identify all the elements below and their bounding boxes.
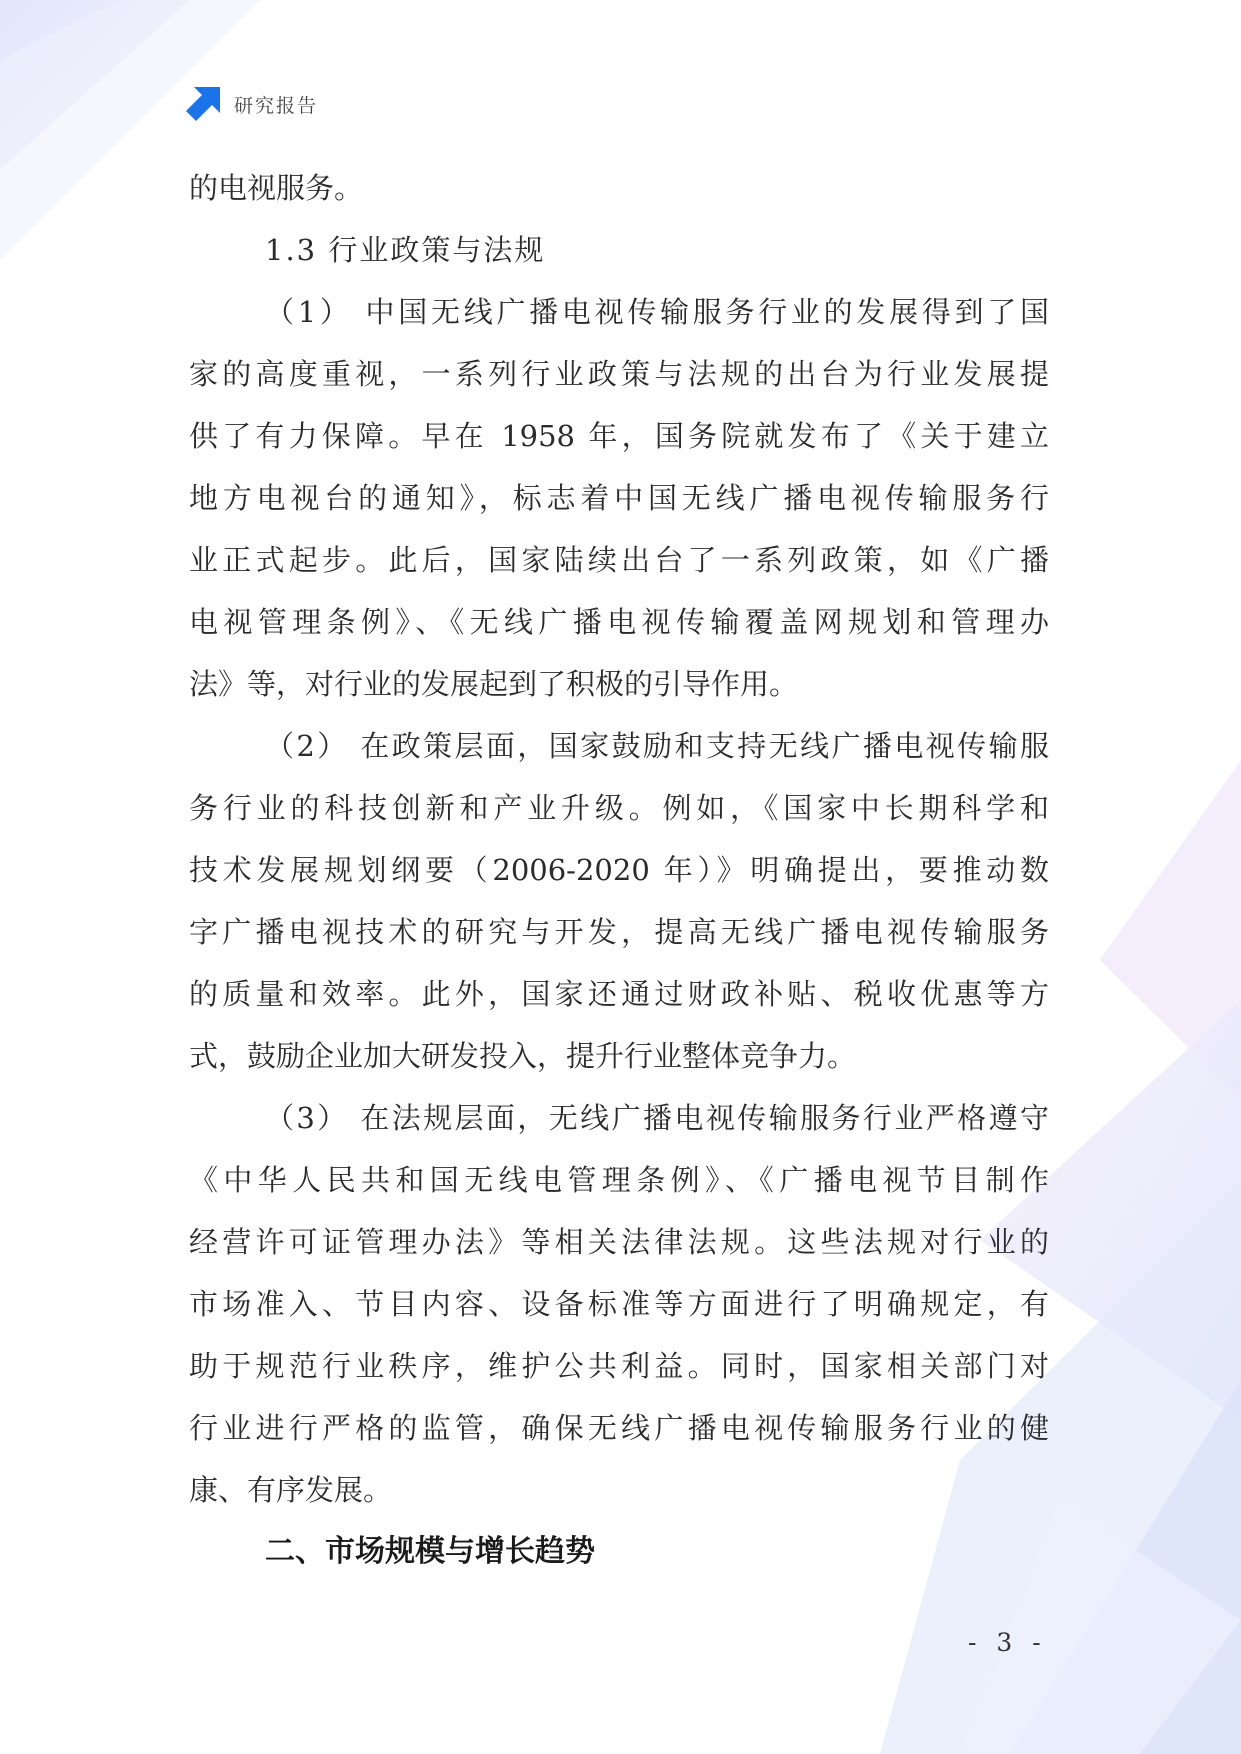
paragraph-2: [189, 715, 1049, 1087]
document-body: [189, 157, 1049, 1583]
header-title: 研究报告: [234, 94, 319, 117]
page-number: - 3 -: [968, 1628, 1047, 1657]
paragraph-line: 市场准入、节目内容、设备标准等方面进行了明确规定，有: [189, 1287, 1049, 1321]
paragraph-line: （3） 在法规层面，无线广播电视传输服务行业严格遵守: [265, 1101, 1049, 1135]
paragraph-line: 行业进行严格的监管，确保无线广播电视传输服务行业的健: [189, 1411, 1049, 1445]
paragraph-line: 的质量和效率。此外，国家还通过财政补贴、税收优惠等方: [189, 977, 1049, 1011]
paragraph-line: （1） 中国无线广播电视传输服务行业的发展得到了国: [265, 295, 1049, 329]
paragraph-line: 地方电视台的通知》，标志着中国无线广播电视传输服务行: [189, 481, 1049, 515]
report-header: [186, 86, 318, 122]
arrow-up-right-logo-icon: [186, 87, 220, 121]
paragraph-line: 式，鼓励企业加大研发投入，提升行业整体竞争力。: [189, 1039, 857, 1073]
paragraph-line: （2） 在政策层面，国家鼓励和支持无线广播电视传输服: [265, 729, 1049, 763]
paragraph-line: 技术发展规划纲要（2006-2020 年）》明确提出，要推动数: [189, 853, 1049, 887]
section-heading: 二、市场规模与增长趋势: [265, 1534, 595, 1569]
paragraph-line: 助于规范行业秩序，维护公共利益。同时，国家相关部门对: [189, 1349, 1049, 1383]
paragraph-1: [189, 281, 1049, 715]
paragraph-continuation: 的电视服务。: [189, 171, 364, 205]
paragraph-3: [189, 1087, 1049, 1521]
paragraph-line: 康、有序发展。: [189, 1473, 393, 1507]
paragraph-line: 业正式起步。此后，国家陆续出台了一系列政策，如《广播: [189, 543, 1049, 577]
paragraph-line: 家的高度重视，一系列行业政策与法规的出台为行业发展提: [189, 357, 1049, 391]
paragraph-line: 经营许可证管理办法》等相关法律法规。这些法规对行业的: [189, 1225, 1049, 1259]
paragraph-line: 务行业的科技创新和产业升级。例如，《国家中长期科学和: [189, 791, 1049, 825]
paragraph-line: 字广播电视技术的研究与开发，提高无线广播电视传输服务: [189, 915, 1049, 949]
paragraph-line: 《中华人民共和国无线电管理条例》、《广播电视节目制作: [189, 1163, 1049, 1197]
subsection-heading: 1.3 行业政策与法规: [265, 233, 546, 267]
paragraph-line: 电视管理条例》、《无线广播电视传输覆盖网规划和管理办: [189, 605, 1049, 639]
paragraph-line: 供了有力保障。早在 1958 年，国务院就发布了《关于建立: [189, 419, 1049, 453]
paragraph-line: 法》等，对行业的发展起到了积极的引导作用。: [189, 667, 799, 701]
